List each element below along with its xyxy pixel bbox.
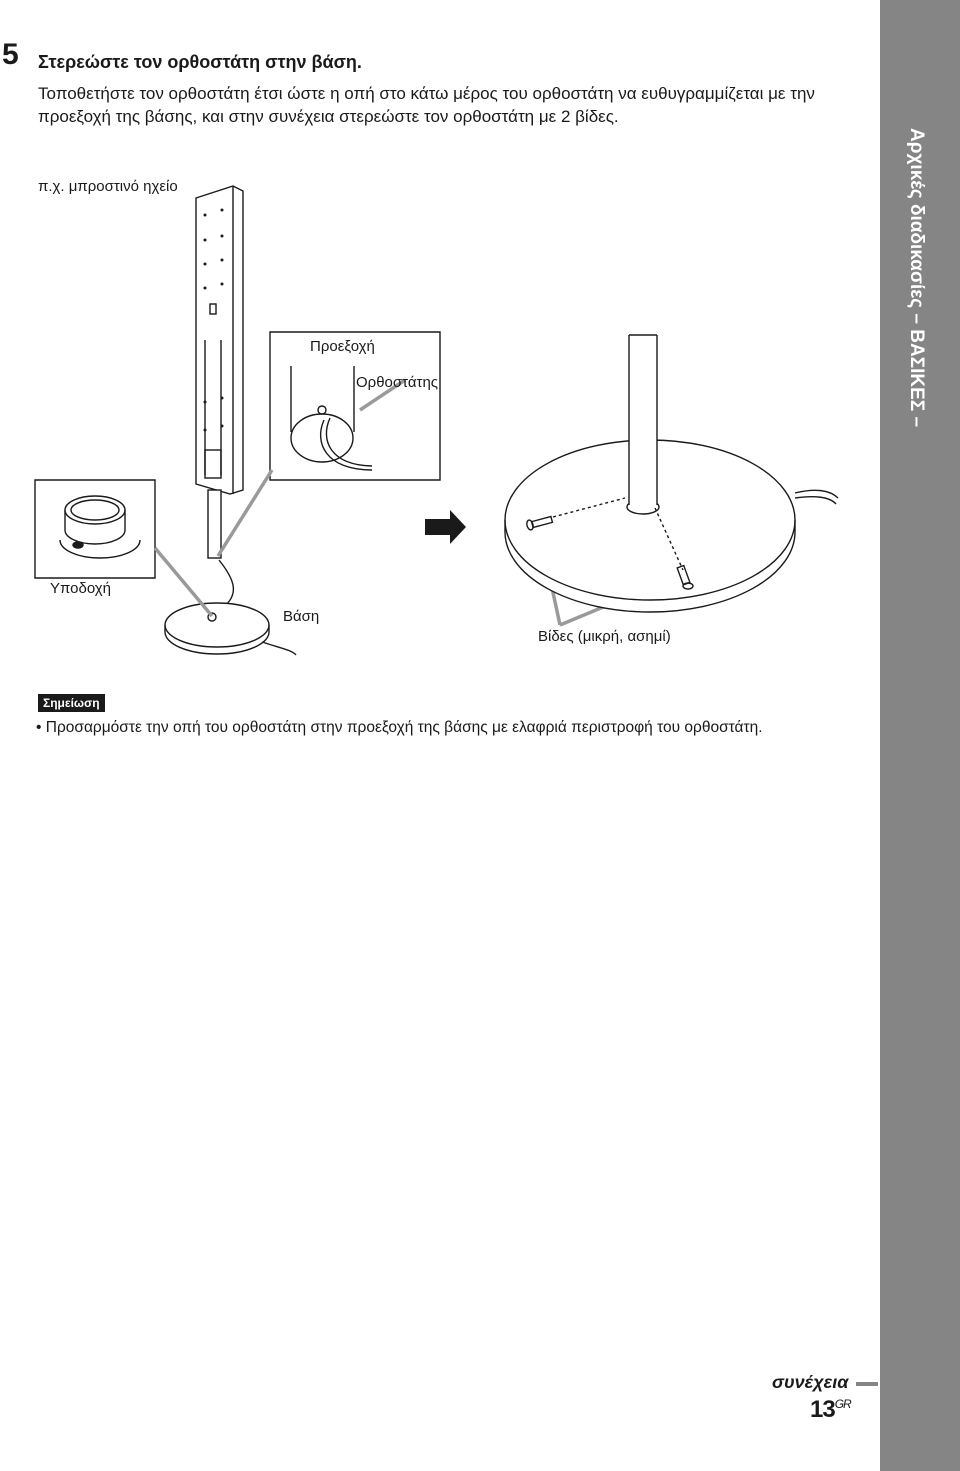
step-title: Στερεώστε τον ορθοστάτη στην βάση.	[38, 52, 362, 72]
continued-rule	[856, 1382, 878, 1386]
screws-label: Βίδες (μικρή, ασημί)	[538, 628, 671, 645]
step-number: 5	[2, 38, 18, 71]
page-number	[810, 1396, 851, 1424]
base-label: Βάση	[283, 608, 320, 625]
step-instructions: Τοποθετήστε τον ορθοστάτη έτσι ώστε η οπή στο κάτω μέρος του ορθοστάτη να ευθυγραμμίζεται με την προεξοχή της βάσης, και στην συνέχεια στερεώστε τον ορθοστάτη με 2 βίδες.	[38, 84, 815, 126]
arrow-right-icon	[425, 510, 466, 544]
speaker-drawing	[196, 186, 243, 494]
note-item	[36, 719, 876, 737]
page-suffix: GR	[834, 1397, 851, 1411]
note-heading: Σημείωση	[38, 694, 105, 712]
large-base-drawing	[505, 335, 838, 612]
bullet: •	[36, 719, 42, 736]
base-drawing	[165, 603, 296, 655]
assembly-illustration	[0, 0, 960, 680]
example-label: π.χ. μπροστινό ηχείο	[38, 178, 178, 195]
socket-label: Υποδοχή	[50, 580, 111, 597]
continued-label: συνέχεια	[772, 1372, 849, 1392]
protrusion-label: Προεξοχή	[310, 338, 375, 355]
note-text: Προσαρμόστε την οπή του ορθοστάτη στην προεξοχή της βάσης με ελαφριά περιστροφή του ορθοστάτη.	[45, 719, 763, 736]
sidebar-section-title: Αρχικές διαδικασίες – ΒΑΣΙΚΕΣ –	[906, 128, 927, 428]
socket-magnifier	[35, 480, 155, 578]
page-number-value: 13	[810, 1396, 835, 1423]
pole-label: Ορθοστάτης	[356, 374, 439, 391]
